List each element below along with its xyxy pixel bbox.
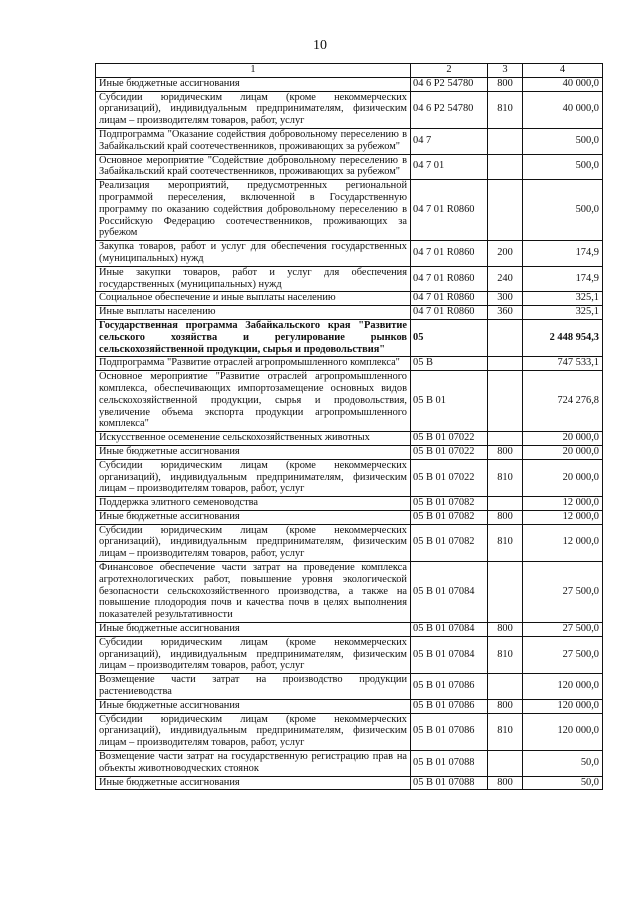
row-amount-cell: 12 000,0 (523, 510, 603, 524)
row-code-cell: 05 B 01 07086 (411, 713, 488, 750)
row-amount-cell: 120 000,0 (523, 699, 603, 713)
row-amount-cell: 325,1 (523, 306, 603, 320)
row-type-cell (488, 180, 523, 241)
row-amount-cell: 120 000,0 (523, 713, 603, 750)
row-name-cell: Реализация мероприятий, предусмотренных региональной программой переселения, включенной в Государственную программу по оказанию содействия добровольному переселению в Российскую Федерацию соотечественников, проживающих за рубежом (96, 180, 411, 241)
table-row (96, 713, 603, 750)
row-code-cell: 05 B 01 (411, 371, 488, 432)
row-type-cell (488, 319, 523, 356)
row-code-cell: 04 7 01 (411, 154, 488, 180)
row-type-cell (488, 357, 523, 371)
row-code-cell: 05 B 01 07084 (411, 562, 488, 623)
row-type-cell (488, 562, 523, 623)
row-name-cell: Иные бюджетные ассигнования (96, 445, 411, 459)
row-name-cell: Субсидии юридическим лицам (кроме некоммерческих организаций), индивидуальным предпринимателям, физическим лицам – производителям товаров, работ, услуг (96, 524, 411, 561)
row-name-cell: Субсидии юридическим лицам (кроме некоммерческих организаций), индивидуальным предпринимателям, физическим лицам – производителям товаров, работ, услуг (96, 459, 411, 496)
table-header-row (96, 64, 603, 78)
row-type-cell: 810 (488, 459, 523, 496)
row-amount-cell: 2 448 954,3 (523, 319, 603, 356)
row-code-cell: 05 B 01 07082 (411, 497, 488, 511)
row-type-cell: 800 (488, 776, 523, 790)
row-amount-cell: 27 500,0 (523, 562, 603, 623)
table-row (96, 371, 603, 432)
row-amount-cell: 325,1 (523, 292, 603, 306)
row-type-cell (488, 154, 523, 180)
row-type-cell: 810 (488, 713, 523, 750)
row-code-cell: 04 6 P2 54780 (411, 77, 488, 91)
row-type-cell (488, 371, 523, 432)
table-row (96, 459, 603, 496)
row-name-cell: Подпрограмма "Оказание содействия добровольному переселению в Забайкальский край соотечественников, проживающих за рубежом" (96, 128, 411, 154)
row-name-cell: Основное мероприятие "Содействие добровольному переселению в Забайкальский край соотечественников, проживающих за рубежом" (96, 154, 411, 180)
table-row (96, 306, 603, 320)
table-row (96, 241, 603, 267)
row-name-cell: Поддержка элитного семеноводства (96, 497, 411, 511)
table-row (96, 562, 603, 623)
table-row (96, 445, 603, 459)
row-name-cell: Подпрограмма "Развитие отраслей агропромышленного комплекса" (96, 357, 411, 371)
row-code-cell: 05 B 01 07082 (411, 510, 488, 524)
row-code-cell: 04 7 01 R0860 (411, 180, 488, 241)
row-type-cell (488, 751, 523, 777)
table-row (96, 432, 603, 446)
row-name-cell: Субсидии юридическим лицам (кроме некоммерческих организаций), индивидуальным предпринимателям, физическим лицам – производителям товаров, работ, услуг (96, 91, 411, 128)
row-amount-cell: 27 500,0 (523, 623, 603, 637)
row-amount-cell: 500,0 (523, 128, 603, 154)
row-name-cell: Субсидии юридическим лицам (кроме некоммерческих организаций), индивидуальным предпринимателям, физическим лицам – производителям товаров, работ, услуг (96, 636, 411, 673)
row-code-cell: 04 6 P2 54780 (411, 91, 488, 128)
table-row (96, 128, 603, 154)
header-cell-1: 1 (96, 64, 411, 78)
row-code-cell: 04 7 01 R0860 (411, 266, 488, 292)
row-amount-cell: 12 000,0 (523, 497, 603, 511)
row-name-cell: Субсидии юридическим лицам (кроме некоммерческих организаций), индивидуальным предпринимателям, физическим лицам – производителям товаров, работ, услуг (96, 713, 411, 750)
table-row (96, 497, 603, 511)
row-amount-cell: 120 000,0 (523, 674, 603, 700)
row-code-cell: 05 B 01 07084 (411, 623, 488, 637)
row-type-cell: 800 (488, 445, 523, 459)
row-code-cell: 05 B 01 07086 (411, 674, 488, 700)
row-name-cell: Иные бюджетные ассигнования (96, 510, 411, 524)
row-code-cell: 05 (411, 319, 488, 356)
row-type-cell (488, 674, 523, 700)
row-code-cell: 04 7 01 R0860 (411, 306, 488, 320)
table-row (96, 91, 603, 128)
page-number: 10 (313, 38, 327, 53)
row-amount-cell: 500,0 (523, 154, 603, 180)
table-row (96, 510, 603, 524)
row-name-cell: Иные бюджетные ассигнования (96, 699, 411, 713)
row-code-cell: 05 B 01 07082 (411, 524, 488, 561)
row-type-cell: 360 (488, 306, 523, 320)
row-type-cell: 240 (488, 266, 523, 292)
row-amount-cell: 50,0 (523, 776, 603, 790)
row-amount-cell: 27 500,0 (523, 636, 603, 673)
table-row (96, 751, 603, 777)
row-amount-cell: 50,0 (523, 751, 603, 777)
row-name-cell: Иные бюджетные ассигнования (96, 623, 411, 637)
row-name-cell: Искусственное осеменение сельскохозяйственных животных (96, 432, 411, 446)
header-cell-3: 3 (488, 64, 523, 78)
row-name-cell: Иные выплаты населению (96, 306, 411, 320)
row-amount-cell: 40 000,0 (523, 91, 603, 128)
table-body (96, 77, 603, 790)
row-code-cell: 04 7 01 R0860 (411, 241, 488, 267)
row-amount-cell: 20 000,0 (523, 432, 603, 446)
row-code-cell: 05 B 01 07084 (411, 636, 488, 673)
row-amount-cell: 724 276,8 (523, 371, 603, 432)
table-row (96, 776, 603, 790)
row-type-cell (488, 128, 523, 154)
row-name-cell: Иные бюджетные ассигнования (96, 77, 411, 91)
row-type-cell: 300 (488, 292, 523, 306)
row-name-cell: Возмещение части затрат на государственную регистрацию прав на объекты животноводческих стоянок (96, 751, 411, 777)
table-row (96, 623, 603, 637)
table-row (96, 292, 603, 306)
row-amount-cell: 174,9 (523, 266, 603, 292)
table-row (96, 357, 603, 371)
table-row (96, 674, 603, 700)
row-code-cell: 04 7 01 R0860 (411, 292, 488, 306)
row-code-cell: 05 B 01 07088 (411, 751, 488, 777)
row-amount-cell: 20 000,0 (523, 445, 603, 459)
row-code-cell: 05 B 01 07086 (411, 699, 488, 713)
table-row (96, 319, 603, 356)
row-name-cell: Иные закупки товаров, работ и услуг для обеспечения государственных (муниципальных) нужд (96, 266, 411, 292)
row-code-cell: 05 B 01 07022 (411, 445, 488, 459)
row-code-cell: 04 7 (411, 128, 488, 154)
row-amount-cell: 500,0 (523, 180, 603, 241)
row-type-cell: 810 (488, 524, 523, 561)
row-amount-cell: 747 533,1 (523, 357, 603, 371)
header-cell-4: 4 (523, 64, 603, 78)
table-row (96, 77, 603, 91)
row-name-cell: Возмещение части затрат на производство продукции растениеводства (96, 674, 411, 700)
row-amount-cell: 174,9 (523, 241, 603, 267)
row-name-cell: Государственная программа Забайкальского края "Развитие сельского хозяйства и регулирование рынков сельскохозяйственной продукции, сырья и продовольствия" (96, 319, 411, 356)
row-code-cell: 05 B 01 07088 (411, 776, 488, 790)
row-name-cell: Закупка товаров, работ и услуг для обеспечения государственных (муниципальных) нужд (96, 241, 411, 267)
table-row (96, 636, 603, 673)
table-row (96, 266, 603, 292)
row-type-cell: 800 (488, 623, 523, 637)
row-code-cell: 05 B 01 07022 (411, 459, 488, 496)
row-amount-cell: 40 000,0 (523, 77, 603, 91)
row-type-cell (488, 432, 523, 446)
row-name-cell: Иные бюджетные ассигнования (96, 776, 411, 790)
budget-table (95, 63, 603, 790)
row-name-cell: Финансовое обеспечение части затрат на проведение комплекса агротехнологических работ, повышение уровня экологической безопасности сельскохозяйственного производства, а также на повышение плодородия почв и качества почв в целях выполнения показателей результативности (96, 562, 411, 623)
row-code-cell: 05 B (411, 357, 488, 371)
row-type-cell: 810 (488, 636, 523, 673)
row-type-cell: 800 (488, 699, 523, 713)
row-code-cell: 05 B 01 07022 (411, 432, 488, 446)
row-amount-cell: 20 000,0 (523, 459, 603, 496)
table-row (96, 699, 603, 713)
row-type-cell: 800 (488, 510, 523, 524)
header-cell-2: 2 (411, 64, 488, 78)
row-amount-cell: 12 000,0 (523, 524, 603, 561)
table-row (96, 524, 603, 561)
row-type-cell (488, 497, 523, 511)
row-name-cell: Основное мероприятие "Развитие отраслей агропромышленного комплекса, обеспечивающих импортозамещение основных видов сельскохозяйственной продукции, сырья и продовольствия, увеличение объема экспорта продукции агропромышленного комплекса" (96, 371, 411, 432)
row-type-cell: 810 (488, 91, 523, 128)
row-type-cell: 200 (488, 241, 523, 267)
table-row (96, 154, 603, 180)
table-row (96, 180, 603, 241)
row-name-cell: Социальное обеспечение и иные выплаты населению (96, 292, 411, 306)
row-type-cell: 800 (488, 77, 523, 91)
